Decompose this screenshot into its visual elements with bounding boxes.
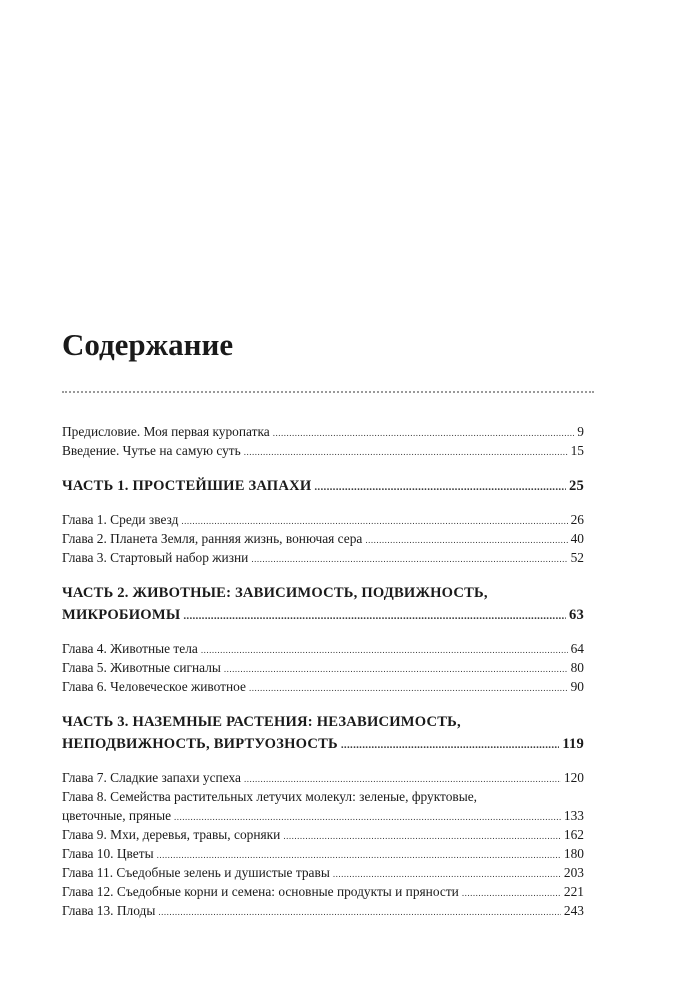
toc-entry-title: Глава 6. Человеческое животное — [62, 679, 246, 694]
toc-part-title-line1: ЧАСТЬ 2. ЖИВОТНЫЕ: ЗАВИСИМОСТЬ, ПОДВИЖНОСТЬ, — [62, 585, 488, 601]
toc-entry-chapter-11[interactable] — [62, 863, 584, 882]
toc-part-page: 25 — [569, 478, 584, 494]
dot-leader — [244, 768, 561, 789]
toc-entry-page: 64 — [570, 641, 584, 656]
toc-entry-page: 26 — [570, 512, 584, 527]
toc-entry-page: 180 — [563, 846, 584, 861]
dot-leader — [158, 901, 561, 922]
toc-part-title: ЧАСТЬ 1. ПРОСТЕЙШИЕ ЗАПАХИ — [62, 478, 312, 494]
toc-entry-chapter-1[interactable] — [62, 510, 584, 529]
toc-entry-preface[interactable] — [62, 422, 584, 441]
dot-leader — [462, 882, 561, 903]
dot-leader — [341, 733, 559, 756]
toc-entry-page: 221 — [563, 884, 584, 899]
toc-entry-chapter-4[interactable] — [62, 639, 584, 658]
toc-entry-title-line2: цветочные, пряные — [62, 808, 172, 823]
dot-leader — [181, 510, 567, 531]
toc-part-1[interactable] — [62, 475, 584, 497]
toc-part-title-line2: НЕПОДВИЖНОСТЬ, ВИРТУОЗНОСТЬ — [62, 736, 338, 752]
toc-entry-title: Глава 9. Мхи, деревья, травы, сорняки — [62, 827, 281, 842]
dot-leader — [174, 806, 561, 827]
toc-entry-chapter-2[interactable] — [62, 529, 584, 548]
toc-part-2[interactable] — [62, 582, 584, 626]
dot-leader — [273, 422, 575, 443]
dot-leader — [183, 604, 566, 627]
dot-leader — [283, 825, 561, 846]
toc-entry-introduction[interactable] — [62, 441, 584, 460]
toc-entry-chapter-6[interactable] — [62, 677, 584, 696]
toc-entry-title-line1: Глава 8. Семейства растительных летучих молекул: зеленые, фруктовые, — [62, 789, 478, 804]
toc-entry-chapter-5[interactable] — [62, 658, 584, 677]
toc-entry-page: 133 — [563, 808, 584, 823]
toc-entry-chapter-13[interactable] — [62, 901, 584, 920]
toc-entry-page: 15 — [570, 443, 584, 458]
dot-leader — [201, 639, 568, 660]
toc-entry-page: 80 — [570, 660, 584, 675]
toc-entry-page: 203 — [563, 865, 584, 880]
toc-entry-chapter-9[interactable] — [62, 825, 584, 844]
toc-entry-title: Глава 5. Животные сигналы — [62, 660, 221, 675]
toc-entry-page: 162 — [563, 827, 584, 842]
toc-part-title-line2: МИКРОБИОМЫ — [62, 607, 181, 623]
toc-entry-title: Глава 11. Съедобные зелень и душистые травы — [62, 865, 330, 880]
dot-leader — [314, 475, 566, 498]
toc-part-title-line1: ЧАСТЬ 3. НАЗЕМНЫЕ РАСТЕНИЯ: НЕЗАВИСИМОСТЬ, — [62, 714, 461, 730]
toc-entry-title: Глава 7. Сладкие запахи успеха — [62, 770, 241, 785]
table-of-contents — [62, 422, 584, 920]
title-divider — [62, 391, 594, 393]
toc-entry-title: Введение. Чутье на самую суть — [62, 443, 241, 458]
dot-leader — [244, 441, 568, 462]
toc-entry-page: 243 — [563, 903, 584, 918]
toc-part-page: 119 — [562, 736, 584, 752]
dot-leader — [251, 548, 567, 569]
toc-entry-title: Глава 10. Цветы — [62, 846, 154, 861]
toc-entry-page: 120 — [563, 770, 584, 785]
page-title: Содержание — [62, 327, 234, 362]
toc-entry-title: Глава 3. Стартовый набор жизни — [62, 550, 249, 565]
toc-entry-title: Глава 12. Съедобные корни и семена: основные продукты и пряности — [62, 884, 459, 899]
dot-leader — [224, 658, 568, 679]
toc-entry-chapter-8[interactable] — [62, 787, 584, 825]
toc-entry-chapter-3[interactable] — [62, 548, 584, 567]
toc-entry-page: 90 — [570, 679, 584, 694]
dot-leader — [249, 677, 568, 698]
toc-entry-page: 9 — [577, 424, 584, 439]
toc-part-3[interactable] — [62, 711, 584, 755]
dot-leader — [157, 844, 561, 865]
toc-entry-chapter-10[interactable] — [62, 844, 584, 863]
toc-entry-chapter-7[interactable] — [62, 768, 584, 787]
toc-part-page: 63 — [569, 607, 584, 623]
dot-leader — [333, 863, 561, 884]
toc-entry-chapter-12[interactable] — [62, 882, 584, 901]
dot-leader — [365, 529, 567, 550]
toc-entry-title: Глава 13. Плоды — [62, 903, 156, 918]
toc-entry-title: Предисловие. Моя первая куропатка — [62, 424, 270, 439]
toc-entry-page: 52 — [570, 550, 584, 565]
toc-entry-title: Глава 2. Планета Земля, ранняя жизнь, вонючая сера — [62, 531, 363, 546]
toc-entry-title: Глава 4. Животные тела — [62, 641, 198, 656]
toc-entry-page: 40 — [570, 531, 584, 546]
toc-entry-title: Глава 1. Среди звезд — [62, 512, 179, 527]
